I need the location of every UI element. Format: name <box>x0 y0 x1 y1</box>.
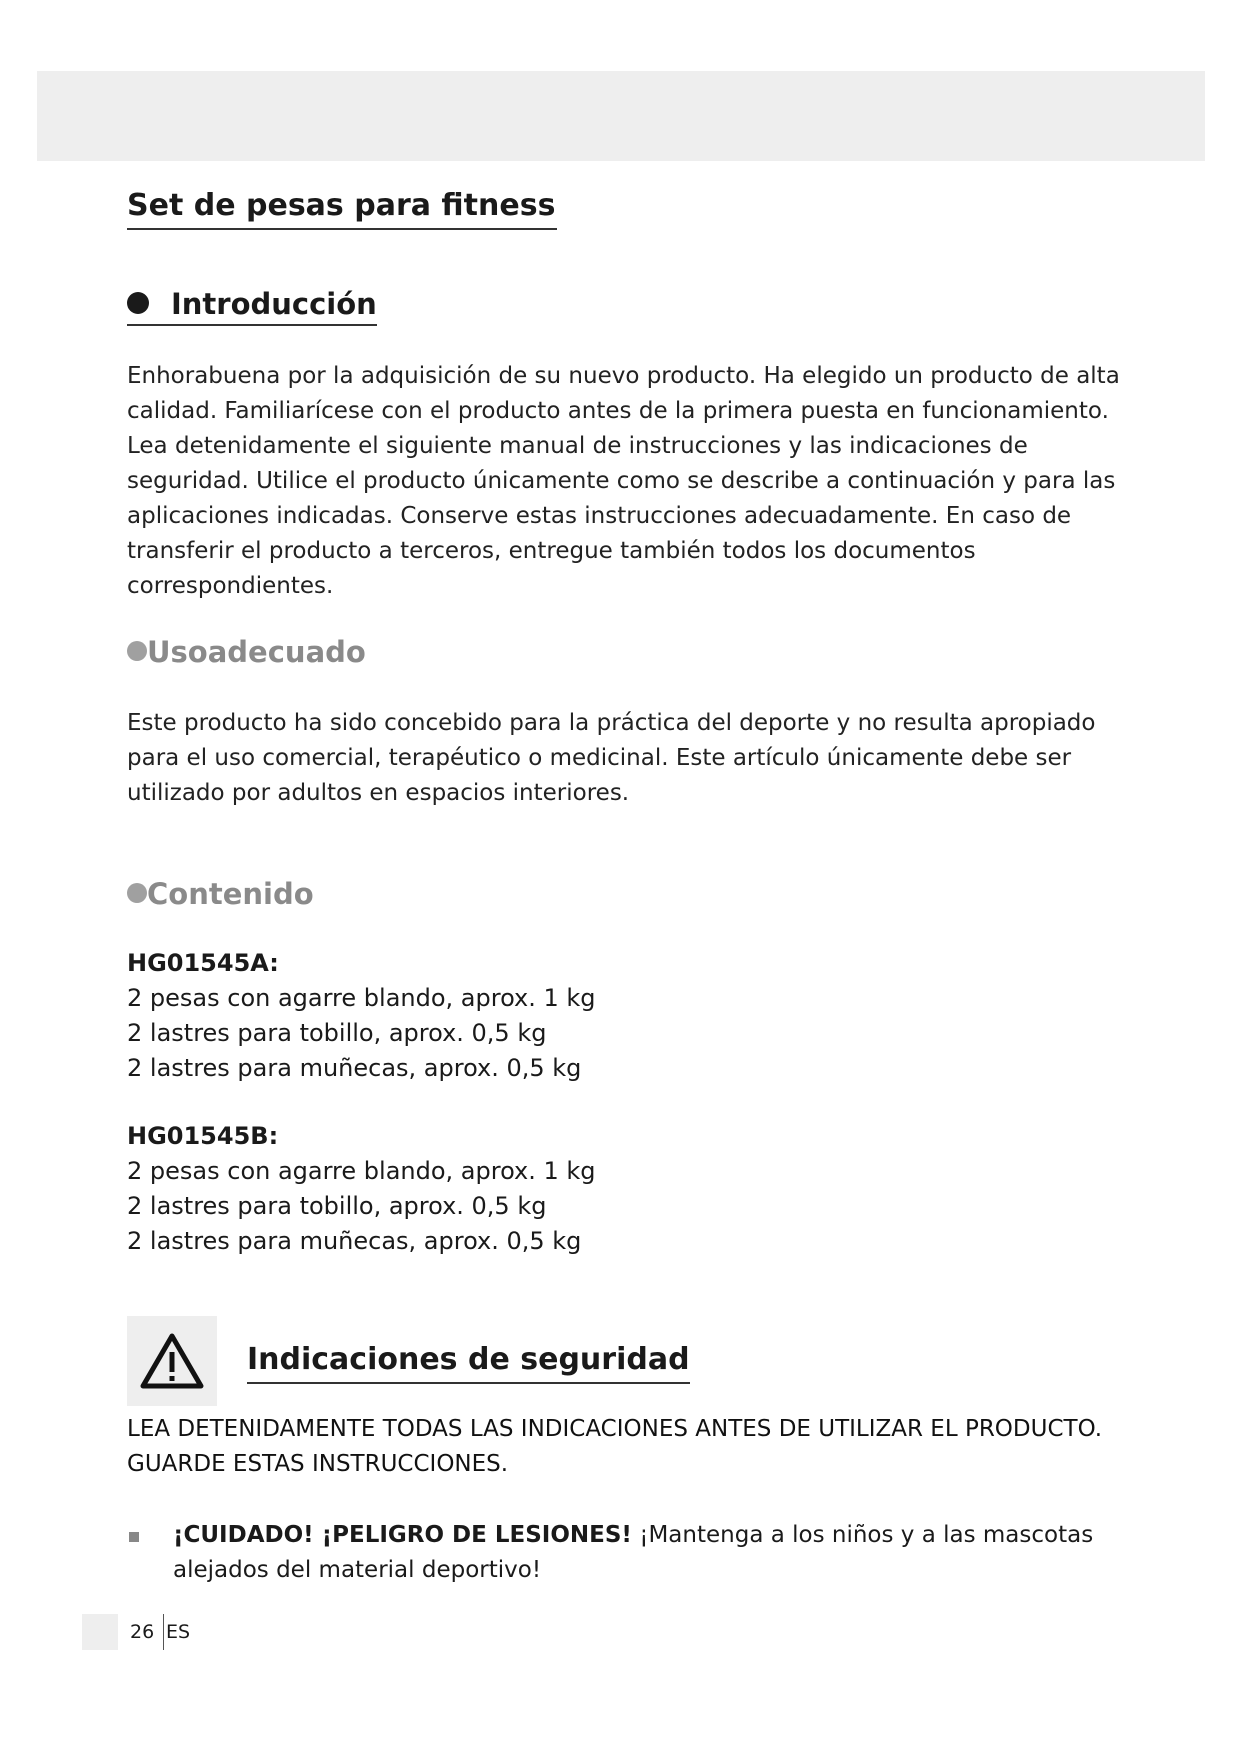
model-b-list <box>127 1154 596 1259</box>
contenido-heading <box>127 874 314 914</box>
list-item: 2 pesas con agarre blando, aprox. 1 kg <box>127 1157 596 1185</box>
list-item: 2 lastres para muñecas, aprox. 0,5 kg <box>127 1227 582 1255</box>
safety-warning-text <box>173 1518 1107 1588</box>
square-bullet-icon <box>129 1532 139 1542</box>
safety-caps-text <box>127 1412 1137 1482</box>
list-item: 2 lastres para muñecas, aprox. 0,5 kg <box>127 1054 582 1082</box>
list-item: 2 lastres para tobillo, aprox. 0,5 kg <box>127 1019 547 1047</box>
page-number: 26 <box>130 1621 155 1643</box>
uso-paragraph: Este producto ha sido concebido para la práctica del deporte y no resulta apropiado para el uso comercial, terapéutico o medicinal. Este artículo únicamente debe ser utilizado por adultos en espacios interiores. <box>127 710 1096 806</box>
list-item: 2 pesas con agarre blando, aprox. 1 kg <box>127 984 596 1012</box>
safety-warning-bold: ¡CUIDADO! ¡PELIGRO DE LESIONES! <box>173 1522 632 1548</box>
intro-paragraph: Enhorabuena por la adquisición de su nuevo producto. Ha elegido un producto de alta calidad. Familiarícese con el producto antes de la primera puesta en funcionamiento. Lea detenidamente el siguiente manual de instrucciones y las indicaciones de seguridad. Utilice el producto únicamente como se describe a continuación y para las aplicaciones indicadas. Conserve estas instrucciones adecuadamente. En caso de transferir el producto a terceros, entregue también todos los documentos correspondientes. <box>127 363 1120 599</box>
model-a-name: HG01545A: <box>127 949 279 977</box>
warning-triangle-icon <box>139 1332 205 1390</box>
intro-heading <box>127 284 377 326</box>
uso-heading <box>127 632 366 672</box>
page-title: Set de pesas para fitness <box>127 184 557 230</box>
footer-box <box>82 1614 118 1650</box>
safety-caps-line-1: LEA DETENIDAMENTE TODAS LAS INDICACIONES ANTES DE UTILIZAR EL PRODUCTO. <box>127 1416 1103 1442</box>
footer-divider <box>163 1614 164 1650</box>
intro-heading-text: Introducción <box>171 287 377 321</box>
safety-heading: Indicaciones de seguridad <box>247 1338 690 1384</box>
safety-caps-line-2: GUARDE ESTAS INSTRUCCIONES. <box>127 1451 509 1477</box>
list-item: 2 lastres para tobillo, aprox. 0,5 kg <box>127 1192 547 1220</box>
header-band <box>37 71 1205 161</box>
bullet-dot-icon <box>127 641 147 661</box>
model-b-name: HG01545B: <box>127 1122 279 1150</box>
uso-heading-text: Usoadecuado <box>147 635 366 669</box>
safety-warning-body: ¡Mantenga a los niños y a las mascotas alejados del material deportivo! <box>173 1522 1094 1583</box>
bullet-dot-icon <box>127 883 147 903</box>
safety-warning-item <box>127 1518 1107 1588</box>
contenido-heading-text: Contenido <box>147 877 314 911</box>
bullet-dot-icon <box>127 292 149 314</box>
warning-icon-box <box>127 1316 217 1406</box>
language-code: ES <box>166 1621 191 1643</box>
model-a-list <box>127 981 596 1086</box>
